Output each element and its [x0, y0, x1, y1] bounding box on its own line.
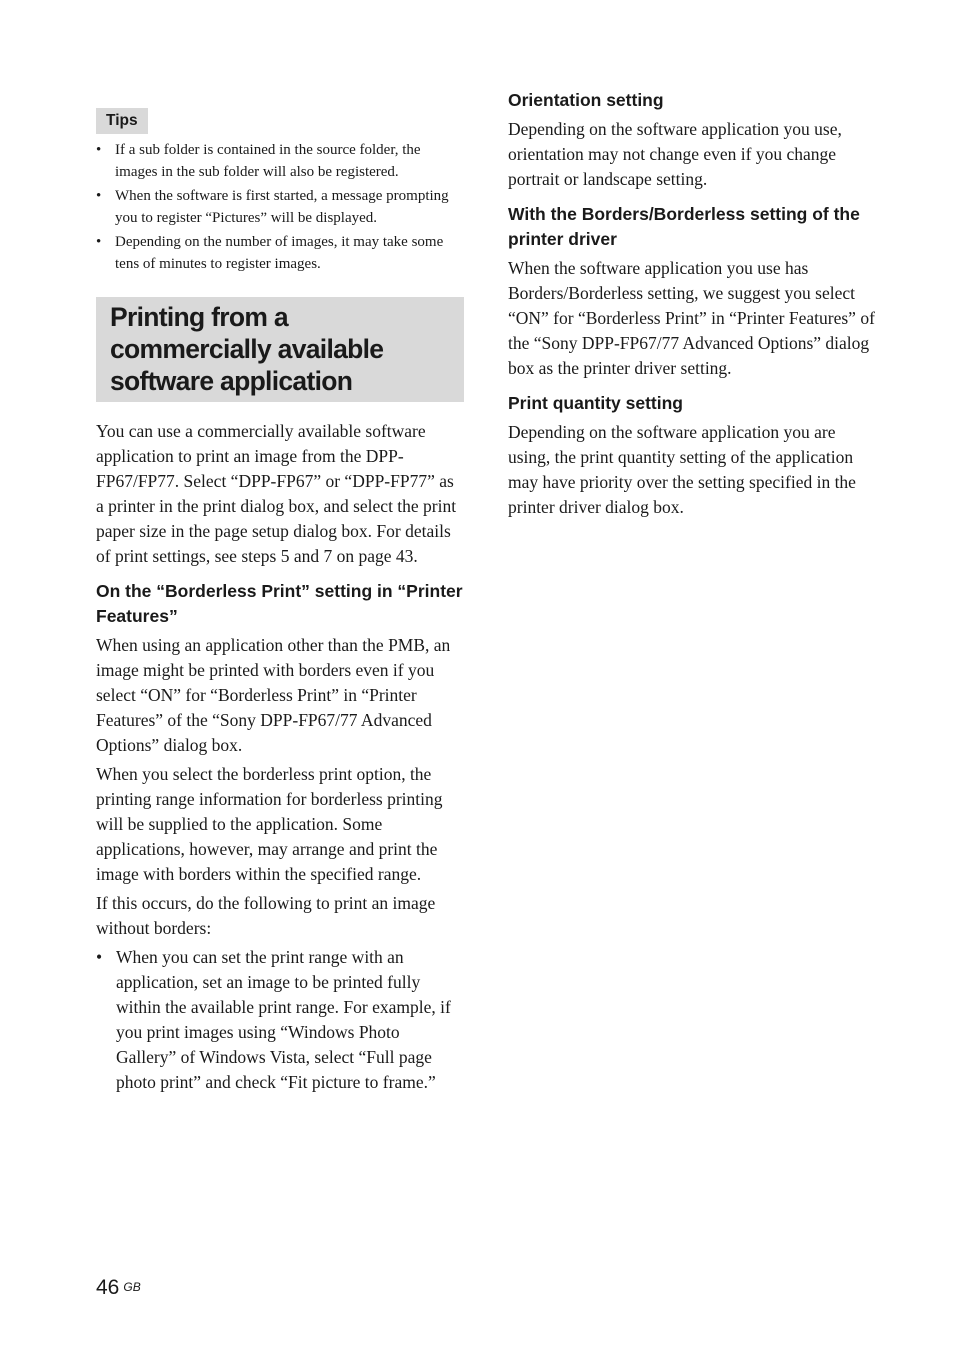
- orientation-paragraph: Depending on the software application you use, orientation may not change even if you change portrait or landscape setting.: [508, 119, 842, 189]
- page-number: 46: [96, 1276, 120, 1299]
- page-footer: [96, 1276, 141, 1300]
- borderless-bullets: [96, 945, 464, 1095]
- borderless-paragraph: When you select the borderless print option, the printing range information for borderless printing will be supplied to the application. Some applications, however, may arrange and print the image with borders within the specified range.: [96, 764, 443, 884]
- borderless-bullet-item: • When you can set the print range with an application, set an image to be printed fully within the available print range. For example, if you print images using “Windows Photo Gallery” of Windows Vista, select “Full page photo print” and check “Fit picture to frame.”: [96, 945, 464, 1095]
- print-quantity-heading: Print quantity setting: [508, 393, 683, 413]
- intro-paragraph: You can use a commercially available software application to print an image from the DPP-FP67/FP77. Select “DPP-FP67” or “DPP-FP77” as a printer in the print dialog box, and select the print paper size in the page setup dialog box. For details of print settings, see steps 5 and 7 on page 43.: [96, 421, 457, 566]
- tips-item: • Depending on the number of images, it may take some tens of minutes to register images.: [96, 232, 464, 275]
- tips-item: • When the software is first started, a message prompting you to register “Pictures” will be displayed.: [96, 186, 464, 229]
- borderless-paragraph: When using an application other than the PMB, an image might be printed with borders even if you select “ON” for “Borderless Print” in “Printer Features” of the “Sony DPP-FP67/77 Advanced Options” dialog box.: [96, 635, 451, 755]
- tips-list: [96, 140, 464, 275]
- borderless-heading: On the “Borderless Print” setting in “Printer Features”: [96, 581, 463, 626]
- right-column: [508, 88, 880, 520]
- borders-driver-heading: With the Borders/Borderless setting of the printer driver: [508, 204, 860, 249]
- left-column: [96, 108, 464, 1095]
- borderless-paragraph: If this occurs, do the following to print an image without borders:: [96, 893, 436, 938]
- tips-label: Tips: [96, 108, 148, 134]
- orientation-heading: Orientation setting: [508, 90, 664, 110]
- print-quantity-paragraph: Depending on the software application you are using, the print quantity setting of the application may have priority over the setting specified in the printer driver dialog box.: [508, 422, 856, 517]
- tips-item: • If a sub folder is contained in the source folder, the images in the sub folder will also be registered.: [96, 140, 464, 183]
- page-region-code: GB: [123, 1280, 141, 1294]
- borders-driver-paragraph: When the software application you use has Borders/Borderless setting, we suggest you select “ON” for “Borderless Print” in “Printer Features” of the “Sony DPP-FP67/77 Advanced Options” dialog box as the printer driver setting.: [508, 258, 875, 378]
- section-title: Printing from a commercially available software application: [96, 297, 464, 402]
